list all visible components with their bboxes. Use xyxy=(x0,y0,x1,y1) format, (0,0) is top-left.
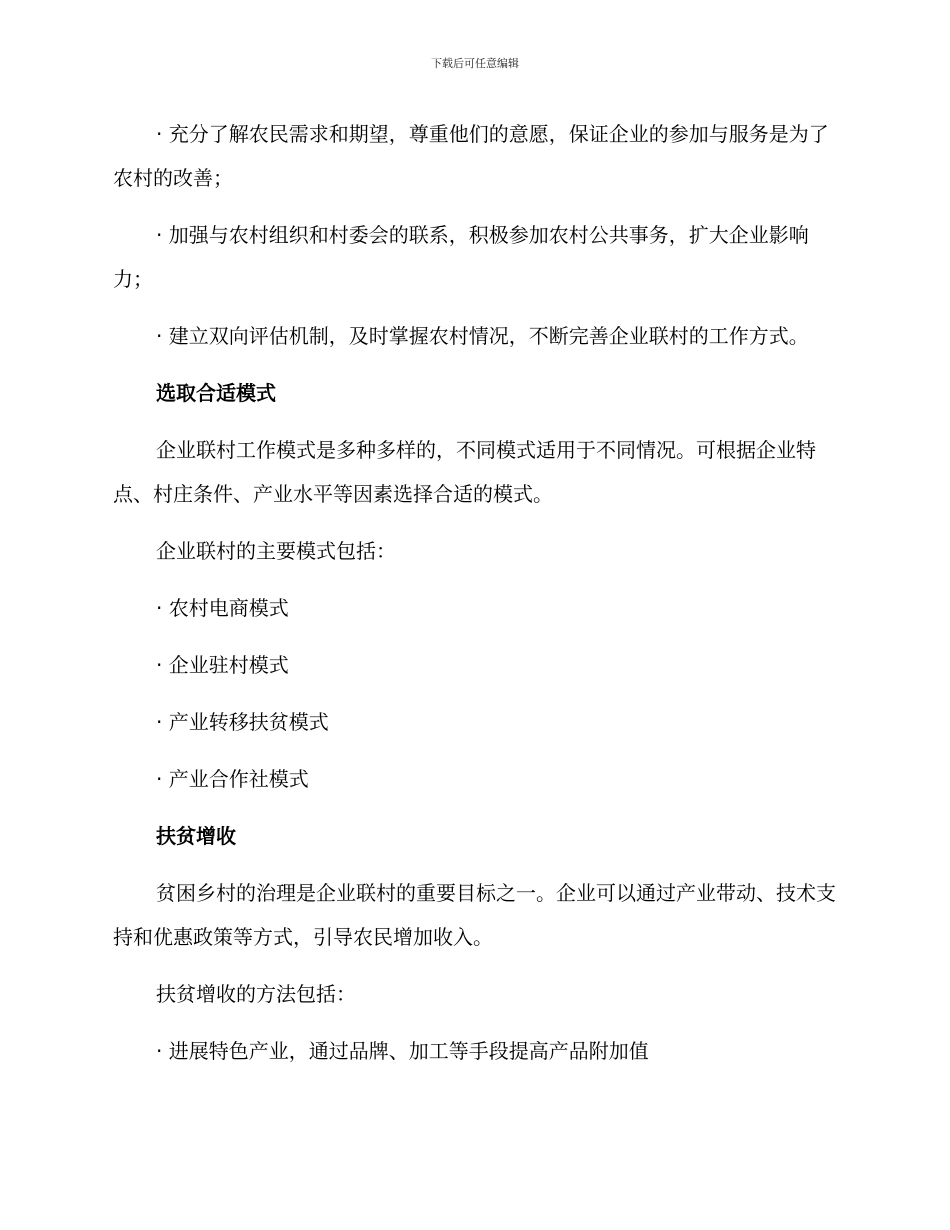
body-paragraph: 企业联村工作模式是多种多样的，不同模式适用于不同情况。可根据企业特点、村庄条件、产业水平等因素选择合适的模式。 xyxy=(113,438,816,506)
document-body xyxy=(113,112,837,1073)
bullet-item: · 产业合作社模式 xyxy=(156,767,309,791)
section-heading: 扶贫增收 xyxy=(156,824,236,848)
page-header: 下载后可任意编辑 xyxy=(431,57,519,70)
bullet-paragraph: · 加强与农村组织和村委会的联系，积极参加农村公共事务，扩大企业影响力； xyxy=(113,223,809,291)
body-paragraph: 扶贫增收的方法包括： xyxy=(156,982,356,1006)
bullet-paragraph: · 建立双向评估机制，及时掌握农村情况，不断完善企业联村的工作方式。 xyxy=(156,324,809,348)
bullet-item: · 农村电商模式 xyxy=(156,596,289,620)
body-paragraph: 贫困乡村的治理是企业联村的重要目标之一。企业可以通过产业带动、技术支持和优惠政策等方式，引导农民增加收入。 xyxy=(113,881,836,949)
section-heading: 选取合适模式 xyxy=(156,381,276,405)
bullet-item: · 产业转移扶贫模式 xyxy=(156,710,329,734)
bullet-paragraph: · 充分了解农民需求和期望，尊重他们的意愿，保证企业的参加与服务是为了农村的改善； xyxy=(113,122,829,190)
body-paragraph: 企业联村的主要模式包括： xyxy=(156,539,396,563)
bullet-item: · 企业驻村模式 xyxy=(156,653,289,677)
bullet-item: · 进展特色产业，通过品牌、加工等手段提高产品附加值 xyxy=(156,1039,649,1063)
